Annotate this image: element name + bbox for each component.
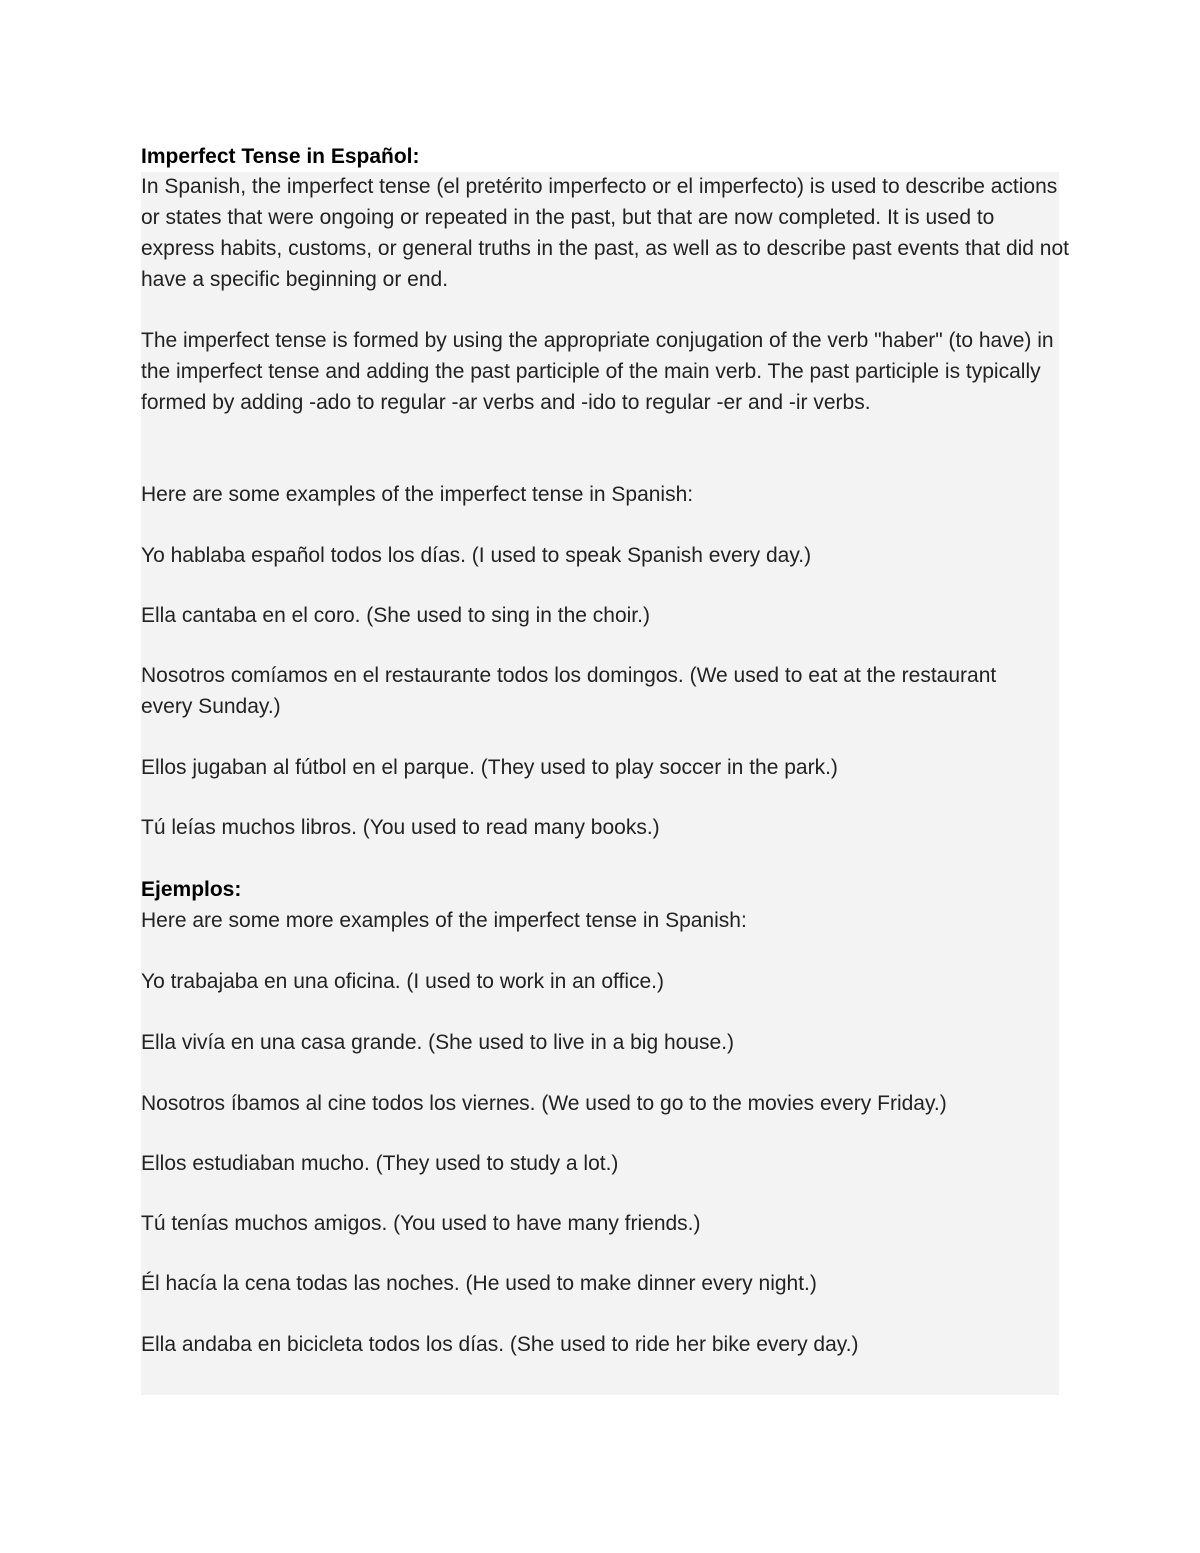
more-example-sentence: Tú tenías muchos amigos. (You used to have many friends.) (141, 1212, 701, 1235)
more-example-sentence: Él hacía la cena todas las noches. (He used to make dinner every night.) (141, 1272, 817, 1295)
more-example-sentence: Nosotros íbamos al cine todos los viernes. (We used to go to the movies every Friday.) (141, 1092, 947, 1115)
example-sentence: Ellos jugaban al fútbol en el parque. (They used to play soccer in the park.) (141, 756, 838, 779)
page-title: Imperfect Tense in Español: (141, 145, 420, 168)
ejemplos-heading: Ejemplos: (141, 878, 242, 901)
example-sentence: Tú leías muchos libros. (You used to read many books.) (141, 816, 660, 839)
more-example-sentence: Ellos estudiaban mucho. (They used to study a lot.) (141, 1152, 619, 1175)
intro-paragraph-1: In Spanish, the imperfect tense (el pretérito imperfecto or el imperfecto) is used to describe actions or states that were ongoing or repeated in the past, but that are now completed. It is used to express habits, customs, or general truths in the past, as well as to describe past events that did not have a specific beginning or end. (141, 175, 1069, 291)
example-sentence: Nosotros comíamos en el restaurante todos los domingos. (We used to eat at the restaurant every Sunday.) (141, 664, 997, 718)
intro-paragraph-2: The imperfect tense is formed by using the appropriate conjugation of the verb "haber" (to have) in the imperfect tense and adding the past participle of the main verb. The past participle is typically formed by adding -ado to regular -ar verbs and -ido to regular -er and -ir verbs. (141, 329, 1054, 414)
more-examples-intro: Here are some more examples of the imperfect tense in Spanish: (141, 909, 747, 932)
more-example-sentence: Ella vivía en una casa grande. (She used to live in a big house.) (141, 1031, 735, 1054)
example-sentence: Yo hablaba español todos los días. (I used to speak Spanish every day.) (141, 544, 812, 567)
more-example-sentence: Yo trabajaba en una oficina. (I used to work in an office.) (141, 970, 665, 993)
more-example-sentence: Ella andaba en bicicleta todos los días. (She used to ride her bike every day.) (141, 1333, 859, 1356)
example-sentence: Ella cantaba en el coro. (She used to sing in the choir.) (141, 604, 650, 627)
examples-intro: Here are some examples of the imperfect tense in Spanish: (141, 483, 694, 506)
